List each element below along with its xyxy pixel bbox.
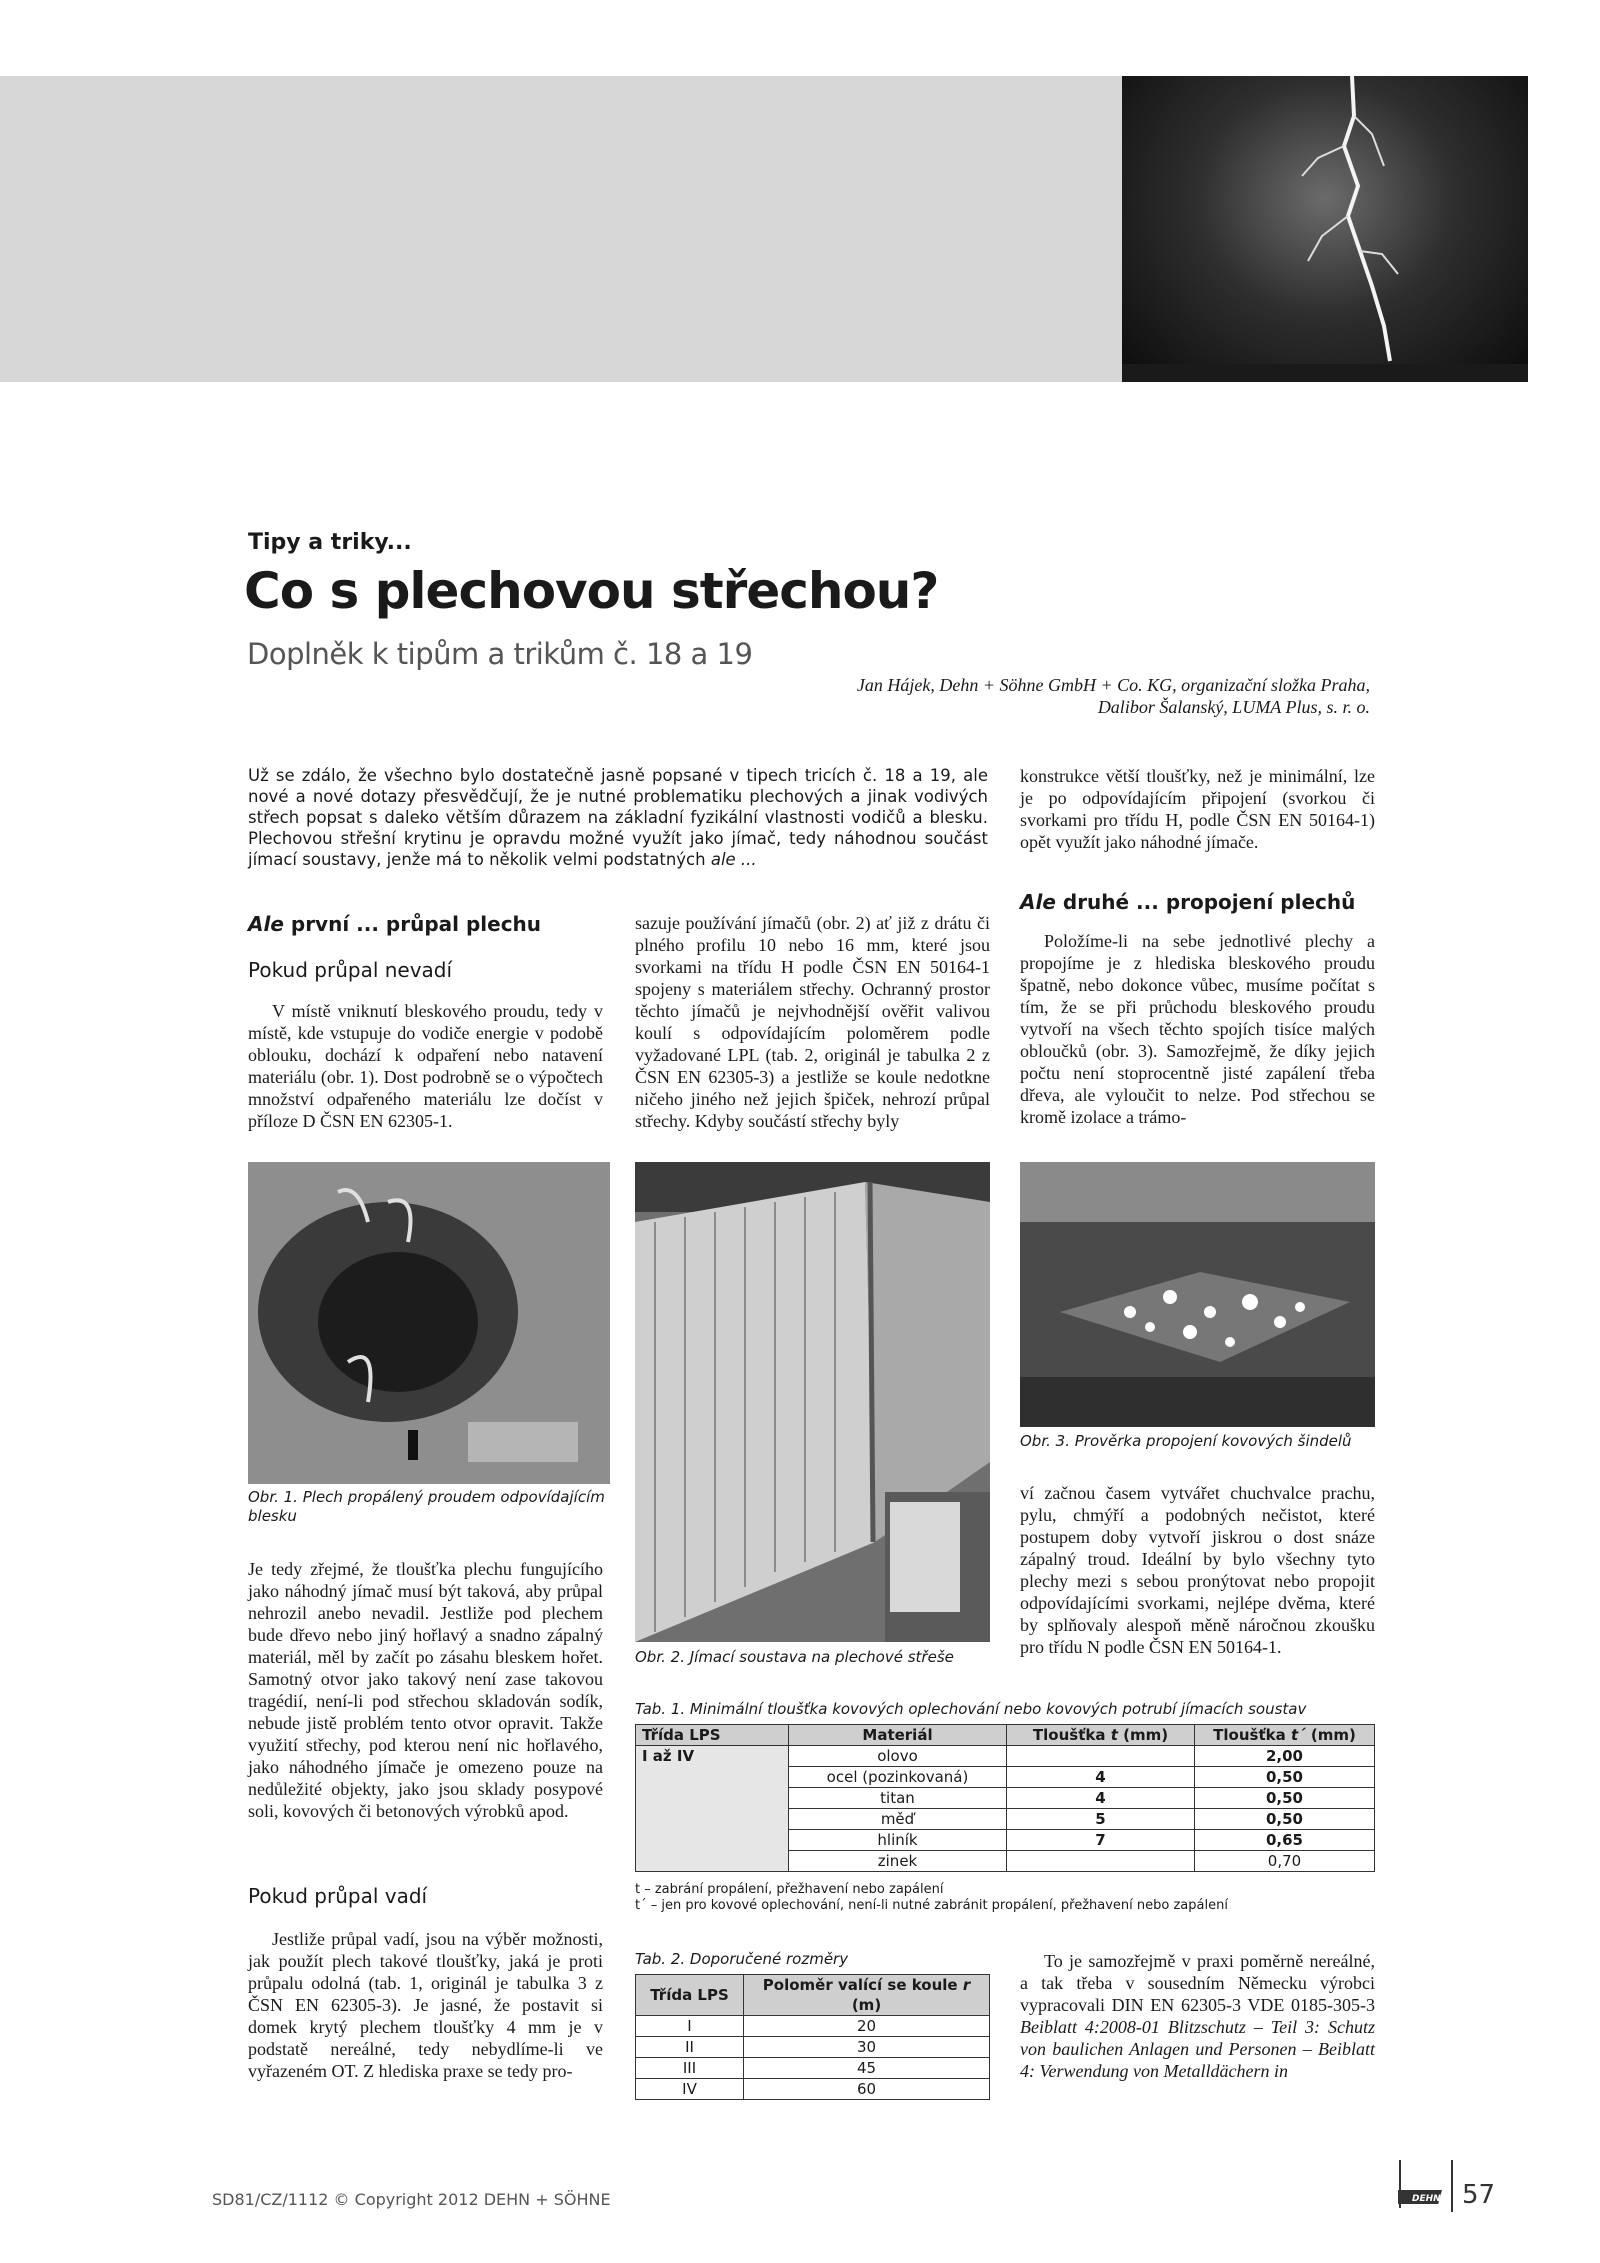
table-2 — [635, 1974, 990, 2100]
table-cell: 30 — [744, 2037, 990, 2058]
figure-2-photo — [635, 1162, 990, 1642]
col3-bottom — [1020, 1950, 1375, 2082]
table-row — [636, 1746, 1375, 1767]
table-row — [636, 2037, 990, 2058]
figure-1-caption — [248, 1488, 610, 1526]
sub-heading-2-text: Pokud průpal vadí — [248, 1884, 428, 1908]
table-cell — [1007, 1746, 1195, 1767]
section2-ale: Ale — [1020, 890, 1056, 914]
footer-copyright: SD81/CZ/1112 © Copyright 2012 DEHN + SÖHNE — [212, 2190, 611, 2209]
table-1-header — [636, 1725, 1375, 1746]
section2-body — [1020, 930, 1375, 1128]
table-cell: 0,65 — [1195, 1830, 1375, 1851]
table-1-h-material: Materiál — [789, 1725, 1007, 1746]
table-cell: I — [636, 2016, 744, 2037]
table-2-h-lps: Třída LPS — [636, 1975, 744, 2016]
table-1-notes — [635, 1882, 1375, 1914]
section2-p1: Položíme-li na sebe jednotlivé plechy a propojíme je z hlediska bleskového proudu špatně, nebo dokonce vůbec, musíme počítat s tím, že se při průchodu bleskového proudu vytvoří na všech těchto spojích tisíce malých obloučků (obr. 3). Samozřejmě, že díky jejich počtu není stoprocentně jisté zapálení třeba dřeva, ale vyloučit to nelze. Pod střechou se kromě izolace a trámo- — [1020, 931, 1375, 1127]
figure-2-caption-text: Obr. 2. Jímací soustava na plechové střeše — [635, 1648, 954, 1666]
table-cell: 45 — [744, 2058, 990, 2079]
table-1 — [635, 1724, 1375, 1872]
lightning-photo — [1122, 76, 1528, 382]
table-cell: hliník — [789, 1830, 1007, 1851]
sub-heading-2 — [248, 1884, 603, 1908]
table-cell: 0,50 — [1195, 1809, 1375, 1830]
table-cell: III — [636, 2058, 744, 2079]
section1-p1: V místě vniknutí bleskového proudu, tedy v místě, kde vstupuje do vodiče energie v podobě oblouku, dochází k odpaření nebo natavení materiálu (obr. 1). Dost podrobně se o výpočtech množství odpařeného materiálu lze dočíst v příloze D ČSN EN 62305-1. — [248, 1001, 603, 1131]
sub-heading-1-text: Pokud průpal nevadí — [248, 958, 453, 982]
intro-paragraph — [248, 765, 988, 870]
table-row — [636, 2058, 990, 2079]
table-2-header — [636, 1975, 990, 2016]
table-cell: ocel (pozinkovaná) — [789, 1767, 1007, 1788]
table-cell: 4 — [1007, 1788, 1195, 1809]
col3-mid — [1020, 1482, 1375, 1658]
col1-mid — [248, 1558, 603, 1822]
table-2-h-r: Poloměr valící se koule r (m) — [744, 1975, 990, 2016]
table-cell: 0,50 — [1195, 1788, 1375, 1809]
table-cell: 0,70 — [1195, 1851, 1375, 1872]
table-cell: zinek — [789, 1851, 1007, 1872]
authors-line-1: Jan Hájek, Dehn + Söhne GmbH + Co. KG, organizační složka Praha, — [856, 675, 1370, 695]
table-1-caption-text: Tab. 1. Minimální tloušťka kovových oplechování nebo kovových potrubí jímacích soustav — [635, 1700, 1307, 1718]
page-number: 57 — [1462, 2180, 1496, 2210]
table-2-caption — [635, 1950, 990, 1969]
col3-top — [1020, 765, 1375, 853]
col1-mid-p1: Je tedy zřejmé, že tloušťka plechu fungujícího jako náhodný jímač musí být taková, aby průpal nehrozil anebo nevadil. Jestliže pod plechem bude dřevo nebo jiný hořlavý a snadno zápalný materiál, měl by začít po zásahu bleskem hořet. Samotný otvor jako takový není zase takovou tragédií, není-li pod střechou skladován sodík, nebude jistě problém tento otvor opravit. Takže využití střechy, pod kterou není nic hořlavého, jako náhodného jímače je omezeno pouze na nedůležité objekty, jako jsou sklady posypové soli, kovových či betonových výrobků apod. — [248, 1559, 603, 1821]
intro-text: Už se zdálo, že všechno bylo dostatečně jasně popsané v tipech tricích č. 18 a 19, ale nové a nové dotazy přesvědčují, že je nutné problematiku plechových a jinak vodivých střech popsat s daleko větším důrazem na základní fyzikální vlastnosti vodičů a blesku. Plechovou střešní krytinu je opravdu možné využít jako jímač, tedy náhodnou součást jímací soustavy, jenže má to několik velmi podstatných — [248, 766, 988, 869]
dehn-logo-text: DEHN — [1412, 2194, 1441, 2204]
table-cell: 7 — [1007, 1830, 1195, 1851]
authors — [700, 674, 1370, 718]
table-cell: 4 — [1007, 1767, 1195, 1788]
table-cell: 5 — [1007, 1809, 1195, 1830]
table-1-h-lps: Třída LPS — [636, 1725, 789, 1746]
col2-top — [635, 912, 990, 1132]
section1-heading: první ... průpal plechu — [290, 912, 542, 936]
table-1-h-tp: Tloušťka t´ (mm) — [1195, 1725, 1375, 1746]
table-cell: 0,50 — [1195, 1767, 1375, 1788]
figure-3-caption-text: Obr. 3. Prověrka propojení kovových šindelů — [1020, 1432, 1352, 1450]
section1-ale: Ale — [248, 912, 284, 936]
table-cell: titan — [789, 1788, 1007, 1809]
table-cell — [1007, 1851, 1195, 1872]
section1 — [248, 912, 603, 936]
figure-2-caption — [635, 1648, 990, 1667]
col1-mid-p2: Jestliže průpal vadí, jsou na výběr možnosti, jak použít plech takové tloušťky, jaká je proti průpalu odolná (tab. 1, originál je tabulka 3 z ČSN EN 62305-3). Je jasné, že postavit si domek krytý plechem tloušťky 4 mm je v podstatě nereálné, tedy nebydlíme-li ve vyřazeném OT. Z hlediska praxe se tedy pro- — [248, 1929, 603, 2081]
sub-heading-1 — [248, 958, 603, 982]
col3-bottom-p1: To je samozřejmě v praxi poměrně nereálné, a tak třeba v sousedním Německu výrobci vypracovali DIN EN 62305-3 VDE 0185-305-3 — [1020, 1951, 1375, 2015]
intro-ale: ale ... — [710, 850, 757, 869]
col3-mid-p1: ví začnou časem vytvářet chuchvalce prachu, pylu, chmýří a podobných nečistot, které postupem doby vytvoří jiskrou o dost snáze zápalný troud. Ideální by bylo všechny tyto plechy mezi s sebou pronýtovat nebo propojit odpovídajícími svorkami, nejlépe dvěma, které by splňovaly alespoň měně náročnou zkoušku pro třídu N podle ČSN EN 50164-1. — [1020, 1483, 1375, 1657]
table-cell: II — [636, 2037, 744, 2058]
table-1-note-1: t – zabrání propálení, přežhavení nebo zapálení — [635, 1882, 944, 1897]
table-1-note-2: t´ – jen pro kovové oplechování, není-li nutné zabránit propálení, přežhavení nebo zapálení — [635, 1898, 1228, 1913]
table-cell: 2,00 — [1195, 1746, 1375, 1767]
table-row — [636, 2079, 990, 2100]
section2-heading: druhé ... propojení plechů — [1062, 890, 1356, 914]
table-2-caption-text: Tab. 2. Doporučené rozměry — [635, 1950, 849, 1968]
page-subtitle: Doplněk k tipům a trikům č. 18 a 19 — [247, 637, 753, 671]
authors-line-2: Dalibor Šalanský, LUMA Plus, s. r. o. — [1097, 697, 1370, 717]
table-cell: IV — [636, 2079, 744, 2100]
table-cell: 60 — [744, 2079, 990, 2100]
kicker: Tipy a triky... — [248, 530, 412, 555]
col3-top-text: konstrukce větší tloušťky, než je minimální, lze je po odpovídajícím připojení (svorkou či svorkami pro třídu H, podle ČSN EN 50164-1) opět využít jako náhodné jímače. — [1020, 766, 1375, 852]
header-band — [0, 76, 1122, 382]
table-cell: olovo — [789, 1746, 1007, 1767]
figure-3-photo — [1020, 1162, 1375, 1427]
col3-bottom-italic: Beiblatt 4:2008-01 Blitzschutz – Teil 3: Schutz von baulichen Anlagen und Personen – Beiblatt 4: Verwendung von Metalldächern in — [1020, 2017, 1375, 2081]
figure-3-caption — [1020, 1432, 1375, 1451]
dehn-logo — [1398, 2160, 1454, 2212]
table-cell: 20 — [744, 2016, 990, 2037]
section1-body — [248, 1000, 603, 1132]
table-1-h-t: Tloušťka t (mm) — [1007, 1725, 1195, 1746]
section2 — [1020, 890, 1375, 914]
figure-1-photo — [248, 1162, 610, 1484]
page-title: Co s plechovou střechou? — [244, 562, 939, 620]
col1-bottom — [248, 1928, 603, 2082]
table-1-caption — [635, 1700, 1375, 1719]
figure-1-caption-text: Obr. 1. Plech propálený proudem odpovídajícím blesku — [248, 1488, 605, 1525]
table-1-lps: I až IV — [636, 1746, 789, 1872]
table-cell: měď — [789, 1809, 1007, 1830]
col2-top-text: sazuje používání jímačů (obr. 2) ať již z drátu či plného profilu 10 nebo 16 mm, které jsou svorkami na třídu H podle ČSN EN 50164-1 spojeny s materiálem střechy. Ochranný prostor těchto jímačů je nejvhodnější ověřit valivou koulí s odpovídajícím poloměrem podle vyžadované LPL (tab. 2, originál je tabulka 2 z ČSN EN 62305-3) a jestliže se koule nedotkne ničeho jiného než jejich špiček, nehrozí průpal střechy. Kdyby součástí střechy byly — [635, 913, 990, 1131]
table-row — [636, 2016, 990, 2037]
